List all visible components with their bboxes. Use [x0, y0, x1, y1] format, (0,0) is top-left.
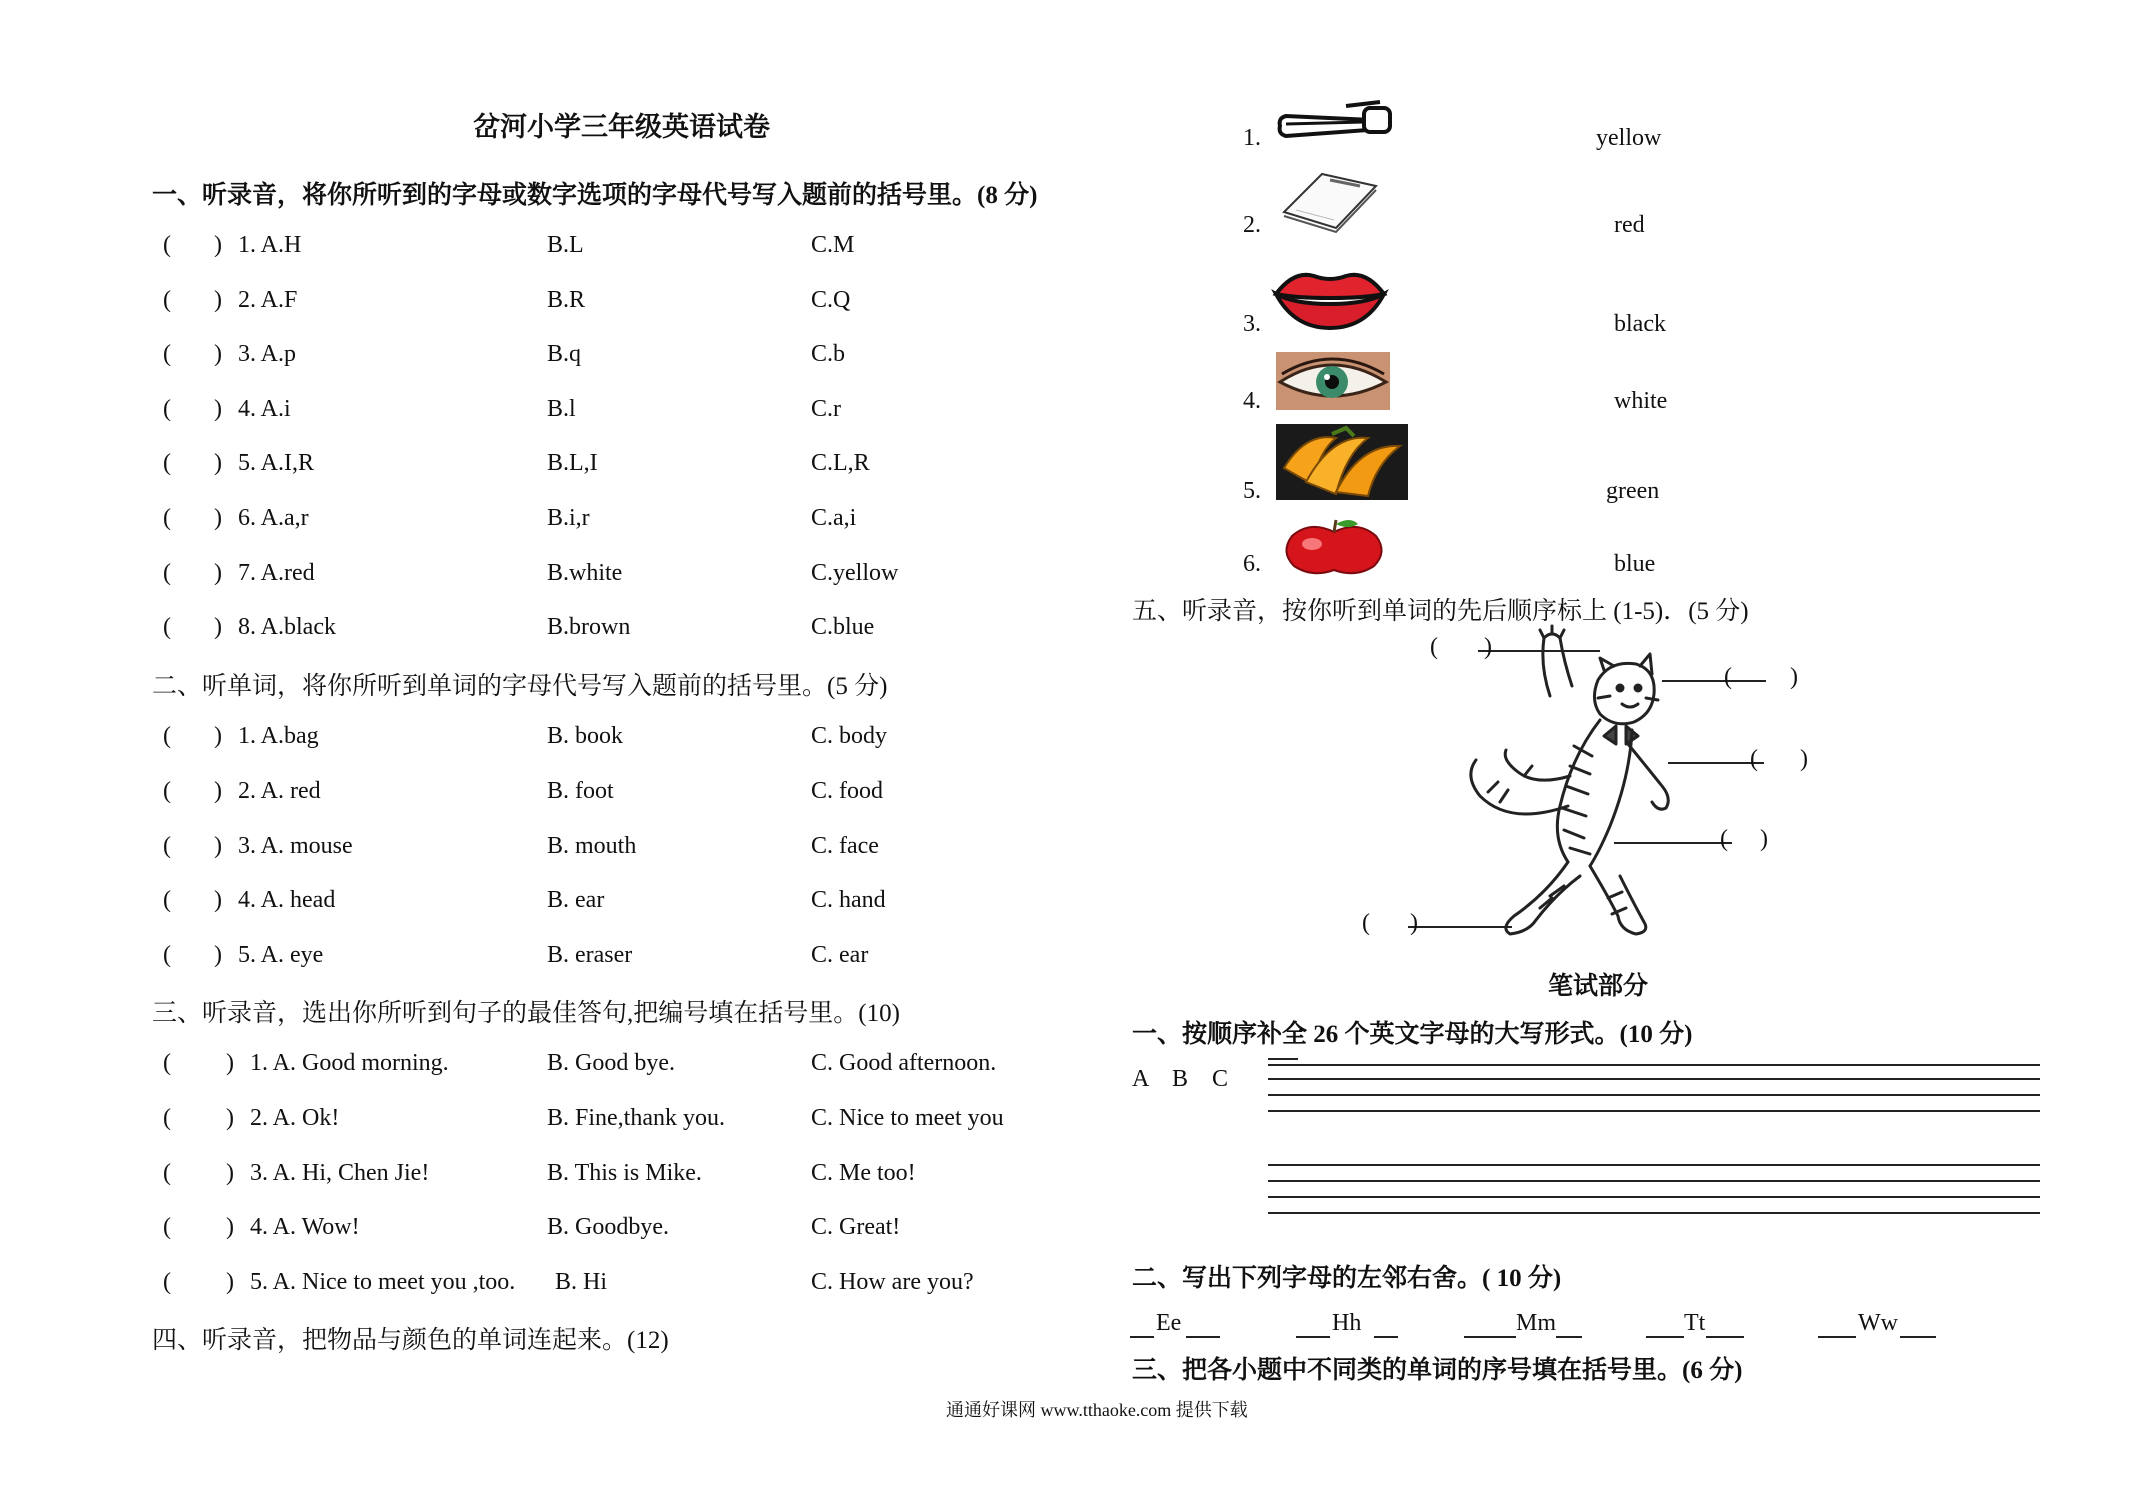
answer-paren-open[interactable]: (: [163, 395, 171, 422]
blank-mm-left[interactable]: [1464, 1336, 1516, 1338]
option-c: C. Me too!: [811, 1159, 916, 1186]
answer-paren-close: ): [214, 341, 222, 368]
answer-paren-open[interactable]: (: [163, 777, 171, 804]
blank-tt-right[interactable]: [1706, 1336, 1744, 1338]
match-num-6: 6.: [1243, 551, 1261, 577]
option-b: B.i,r: [547, 505, 590, 531]
answer-paren-open[interactable]: (: [163, 1269, 171, 1296]
answer-paren-close: ): [214, 942, 222, 969]
match-num-4: 4.: [1243, 388, 1261, 414]
blank-ee-left[interactable]: [1130, 1336, 1154, 1338]
answer-paren-open[interactable]: (: [163, 887, 171, 914]
answer-paren-close: ): [214, 723, 222, 749]
section2-heading: 二、听单词，将你所听到单词的字母代号写入题前的括号里。(5 分): [152, 673, 888, 700]
option-a: 1. A. Good morning.: [250, 1050, 449, 1076]
answer-paren-open[interactable]: (: [163, 286, 171, 313]
option-c: C.b: [811, 341, 846, 368]
answer-paren-close: ): [214, 887, 222, 914]
option-a: 1. A.H: [238, 232, 302, 258]
option-b: B.brown: [547, 614, 631, 641]
blank-ee-right[interactable]: [1186, 1336, 1220, 1338]
bananas-icon: [1276, 424, 1408, 500]
color-word-red: red: [1614, 212, 1645, 238]
option-a: 4. A. Wow!: [250, 1214, 360, 1241]
answer-paren-close: ): [226, 1159, 234, 1186]
section4-heading: 四、听录音，把物品与颜色的单词连起来。(12): [152, 1327, 669, 1354]
blank-mm-right[interactable]: [1556, 1336, 1582, 1338]
option-a: 5. A.I,R: [238, 450, 315, 477]
option-a: 2. A. Ok!: [250, 1104, 340, 1131]
blank-tt-left[interactable]: [1646, 1336, 1684, 1338]
eye-icon: [1276, 352, 1390, 410]
label-line-1: [1478, 650, 1600, 652]
option-b: B. Fine,thank you.: [547, 1104, 725, 1131]
match-num-5: 5.: [1243, 478, 1261, 504]
lips-icon: [1274, 264, 1386, 330]
option-a: 4. A. head: [238, 887, 336, 914]
answer-paren-open[interactable]: (: [163, 559, 171, 586]
option-c: C.L,R: [811, 450, 870, 477]
answer-paren-open[interactable]: (: [163, 942, 171, 969]
option-b: B. Good bye.: [547, 1050, 675, 1076]
answer-paren-open[interactable]: (: [163, 1159, 171, 1186]
answer-paren-open[interactable]: (: [163, 232, 171, 258]
blank-hh-right[interactable]: [1374, 1336, 1398, 1338]
option-c: C.a,i: [811, 505, 857, 531]
answer-paren-close: ): [226, 1050, 234, 1076]
option-c: C. ear: [811, 942, 869, 969]
color-word-white: white: [1614, 388, 1668, 414]
answer-paren-open[interactable]: (: [163, 505, 171, 531]
option-c: C. food: [811, 777, 883, 804]
option-c: C.blue: [811, 614, 875, 641]
label-line-4: [1614, 842, 1732, 844]
answer-paren-open[interactable]: (: [163, 450, 171, 477]
answer-paren-close: ): [214, 450, 222, 477]
given-letter-c: C: [1212, 1066, 1229, 1092]
option-a: 5. A. Nice to meet you ,too.: [250, 1269, 516, 1296]
paren-close-3: ): [1800, 746, 1808, 772]
option-a: 3. A.p: [238, 341, 297, 368]
answer-paren-open[interactable]: (: [163, 832, 171, 859]
option-b: B. Hi: [555, 1269, 608, 1296]
section5-heading: 五、听录音，按你听到单词的先后顺序标上 (1-5)．(5 分): [1132, 598, 1749, 625]
paren-open-3: (: [1750, 746, 1758, 772]
option-c: C. Nice to meet you: [811, 1104, 1004, 1131]
written-q1-heading: 一、按顺序补全 26 个英文字母的大写形式。(10 分): [1132, 1021, 1693, 1048]
option-b: B.q: [547, 341, 582, 368]
letter-ee: Ee: [1156, 1310, 1182, 1336]
option-b: B.R: [547, 286, 586, 313]
letter-mm: Mm: [1516, 1310, 1557, 1336]
answer-paren-close: ): [214, 559, 222, 586]
option-a: 8. A.black: [238, 614, 336, 641]
paren-open-2: (: [1724, 664, 1732, 690]
written-heading: 笔试部分: [1548, 973, 1649, 1000]
option-a: 2. A.F: [238, 286, 298, 313]
label-line-5: [1408, 926, 1512, 928]
option-b: B. foot: [547, 777, 614, 804]
option-b: B. book: [547, 723, 624, 749]
paren-close-1: ): [1484, 634, 1492, 660]
answer-paren-open[interactable]: (: [163, 723, 171, 749]
answer-paren-close: ): [214, 614, 222, 641]
label-line-2: [1662, 680, 1766, 682]
answer-paren-close: ): [214, 505, 222, 531]
option-b: B. Goodbye.: [547, 1214, 669, 1241]
paren-open-4: (: [1720, 826, 1728, 852]
option-c: C.r: [811, 395, 841, 422]
option-a: 5. A. eye: [238, 942, 324, 969]
answer-paren-open[interactable]: (: [163, 341, 171, 368]
paren-open-1: (: [1430, 634, 1438, 660]
page-title: 岔河小学三年级英语试卷: [473, 112, 770, 142]
blank-ww-left[interactable]: [1818, 1336, 1856, 1338]
answer-paren-close: ): [226, 1214, 234, 1241]
option-a: 3. A. Hi, Chen Jie!: [250, 1159, 430, 1186]
option-c: C.M: [811, 232, 855, 258]
answer-paren-close: ): [214, 777, 222, 804]
written-q2-heading: 二、写出下列字母的左邻右舍。( 10 分): [1132, 1265, 1562, 1292]
option-c: C.Q: [811, 286, 851, 313]
option-c: C.yellow: [811, 559, 899, 586]
answer-paren-close: ): [214, 832, 222, 859]
option-a: 1. A.bag: [238, 723, 319, 749]
color-word-black: black: [1614, 311, 1666, 337]
answer-paren-open[interactable]: (: [163, 614, 171, 641]
option-b: B.l: [547, 395, 576, 422]
answer-paren-close: ): [226, 1104, 234, 1131]
option-a: 2. A. red: [238, 777, 321, 804]
blank-ww-right[interactable]: [1900, 1336, 1936, 1338]
color-word-blue: blue: [1614, 551, 1656, 577]
option-a: 7. A.red: [238, 559, 315, 586]
letter-hh: Hh: [1332, 1310, 1362, 1336]
option-a: 3. A. mouse: [238, 832, 353, 859]
paren-close-2: ): [1790, 664, 1798, 690]
letter-tt: Tt: [1684, 1310, 1706, 1336]
option-b: B.L: [547, 232, 584, 258]
option-b: B. mouth: [547, 832, 637, 859]
color-word-green: green: [1606, 478, 1660, 504]
footer-credit: 通通好课网 www.tthaoke.com 提供下载: [946, 1400, 1248, 1420]
blank-hh-left[interactable]: [1296, 1336, 1330, 1338]
section3-heading: 三、听录音，选出你所听到句子的最佳答句,把编号填在括号里。(10): [152, 1000, 900, 1027]
answer-paren-open[interactable]: (: [163, 1214, 171, 1241]
paren-open-5: (: [1362, 910, 1370, 936]
option-c: C. Good afternoon.: [811, 1050, 997, 1076]
color-word-yellow: yellow: [1596, 125, 1662, 151]
answer-paren-open[interactable]: (: [163, 1104, 171, 1131]
answer-paren-close: ): [214, 286, 222, 313]
notebook-icon: [1276, 172, 1380, 232]
match-num-3: 3.: [1243, 311, 1261, 337]
match-num-1: 1.: [1243, 125, 1261, 151]
answer-paren-close: ): [214, 395, 222, 422]
answer-paren-close: ): [226, 1269, 234, 1296]
option-a: 4. A.i: [238, 395, 291, 422]
option-c: C. How are you?: [811, 1269, 974, 1296]
option-c: C. face: [811, 832, 879, 859]
given-letter-b: B: [1172, 1066, 1189, 1092]
option-b: B.white: [547, 559, 623, 586]
option-b: B.L,I: [547, 450, 598, 477]
pen-icon: [1276, 96, 1396, 148]
option-a: 6. A.a,r: [238, 505, 309, 531]
option-c: C. body: [811, 723, 888, 749]
option-b: B. ear: [547, 887, 605, 914]
option-b: B. eraser: [547, 942, 633, 969]
answer-paren-close: ): [214, 232, 222, 258]
option-c: C. Great!: [811, 1214, 901, 1241]
match-num-2: 2.: [1243, 212, 1261, 238]
written-q3-heading: 三、把各小题中不同类的单词的序号填在括号里。(6 分): [1132, 1357, 1743, 1384]
section1-heading: 一、听录音，将你所听到的字母或数字选项的字母代号写入题前的括号里。(8 分): [152, 182, 1038, 209]
answer-paren-open[interactable]: (: [163, 1050, 171, 1076]
option-c: C. hand: [811, 887, 886, 914]
given-letter-a: A: [1132, 1066, 1150, 1092]
paren-close-4: ): [1760, 826, 1768, 852]
option-b: B. This is Mike.: [547, 1159, 702, 1186]
letter-ww: Ww: [1858, 1310, 1898, 1336]
tiger-icon: [1440, 626, 1740, 942]
apple-icon: [1276, 518, 1394, 576]
paren-close-5: ): [1410, 910, 1418, 936]
